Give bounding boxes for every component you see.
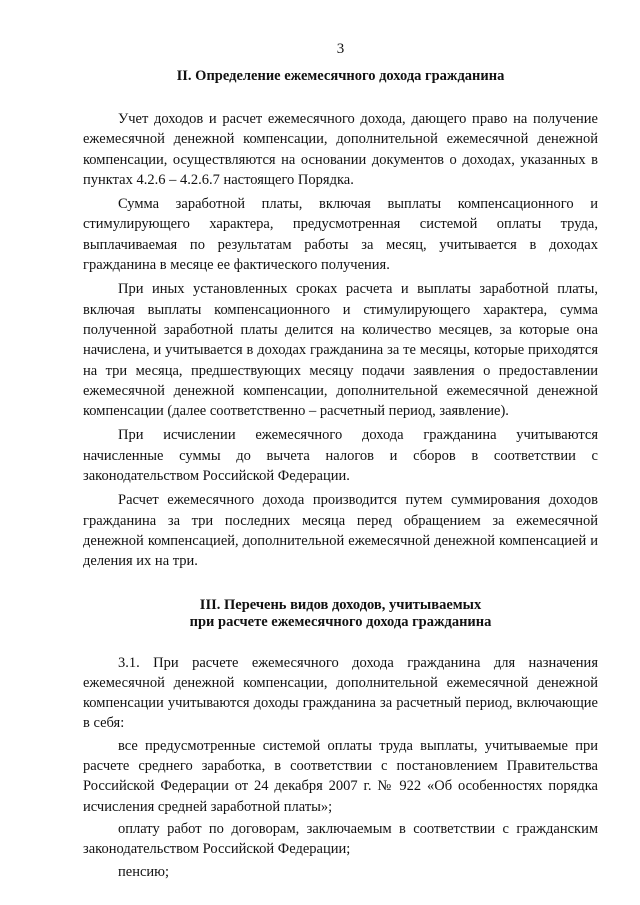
section-3-heading-line-1: III. Перечень видов доходов, учитываемых (199, 596, 482, 613)
section-2-paragraph-4: При исчислении ежемесячного дохода гражданина учитываются начисленные суммы до вычета налогов и сборов в соответствии с законодательством Российской Федерации. (83, 427, 598, 485)
document-page (83, 40, 598, 884)
section-3-heading (83, 597, 598, 631)
section-2-paragraph-5: Расчет ежемесячного дохода производится путем суммирования доходов гражданина за три последних месяца перед обращением за ежемесячной денежной компенсацией, дополнительной ежемесячной денежной компенсацией и деления их на три. (83, 492, 598, 570)
section-3-paragraph-2: все предусмотренные системой оплаты труда выплаты, учитываемые при расчете среднего заработка, в соответствии с постановлением Правительства Российской Федерации от 24 декабря 2007 г. № 922 «Об особенностях порядка исчисления средней заработной платы»; (83, 737, 598, 815)
section-3-heading-line-2: при расчете ежемесячного дохода гражданина (189, 613, 492, 630)
section-3-paragraph-1: 3.1. При расчете ежемесячного дохода гражданина для назначения ежемесячной денежной компенсации, дополнительной ежемесячной денежной компенсации учитываются доходы гражданина за расчетный период, включающие в себя: (83, 654, 598, 732)
section-3-paragraph-3: оплату работ по договорам, заключаемым в соответствии с гражданским законодательством Российской Федерации; (83, 820, 598, 858)
section-2-paragraph-2: Сумма заработной платы, включая выплаты компенсационного и стимулирующего характера, предусмотренная системой оплаты труда, выплачиваемая по результатам работы за месяц, учитывается в доходах гражданина в месяце ее фактического получения. (83, 196, 598, 274)
section-2-heading: II. Определение ежемесячного дохода гражданина (176, 68, 505, 84)
section-3-paragraph-4: пенсию; (118, 863, 170, 880)
section-2-paragraph-1: Учет доходов и расчет ежемесячного дохода, дающего право на получение ежемесячной денежной компенсации, дополнительной ежемесячной денежной компенсации, осуществляются на основании документов о доходах, указанных в пунктах 4.2.6 – 4.2.6.7 настоящего Порядка. (83, 111, 598, 188)
section-2-paragraph-3: При иных установленных сроках расчета и выплаты заработной платы, включая выплаты компенсационного и стимулирующего характера, сумма полученной заработной платы делится на количество месяцев, за которые она начислена, и учитывается в доходах гражданина за те месяцы, которые приходятся на три месяца, предшествующих месяцу подачи заявления о предоставлении ежемесячной денежной компенсации, дополнительной ежемесячной денежной компенсации (далее соответственно – расчетный период, заявление). (83, 281, 598, 420)
page-number: 3 (336, 41, 345, 57)
